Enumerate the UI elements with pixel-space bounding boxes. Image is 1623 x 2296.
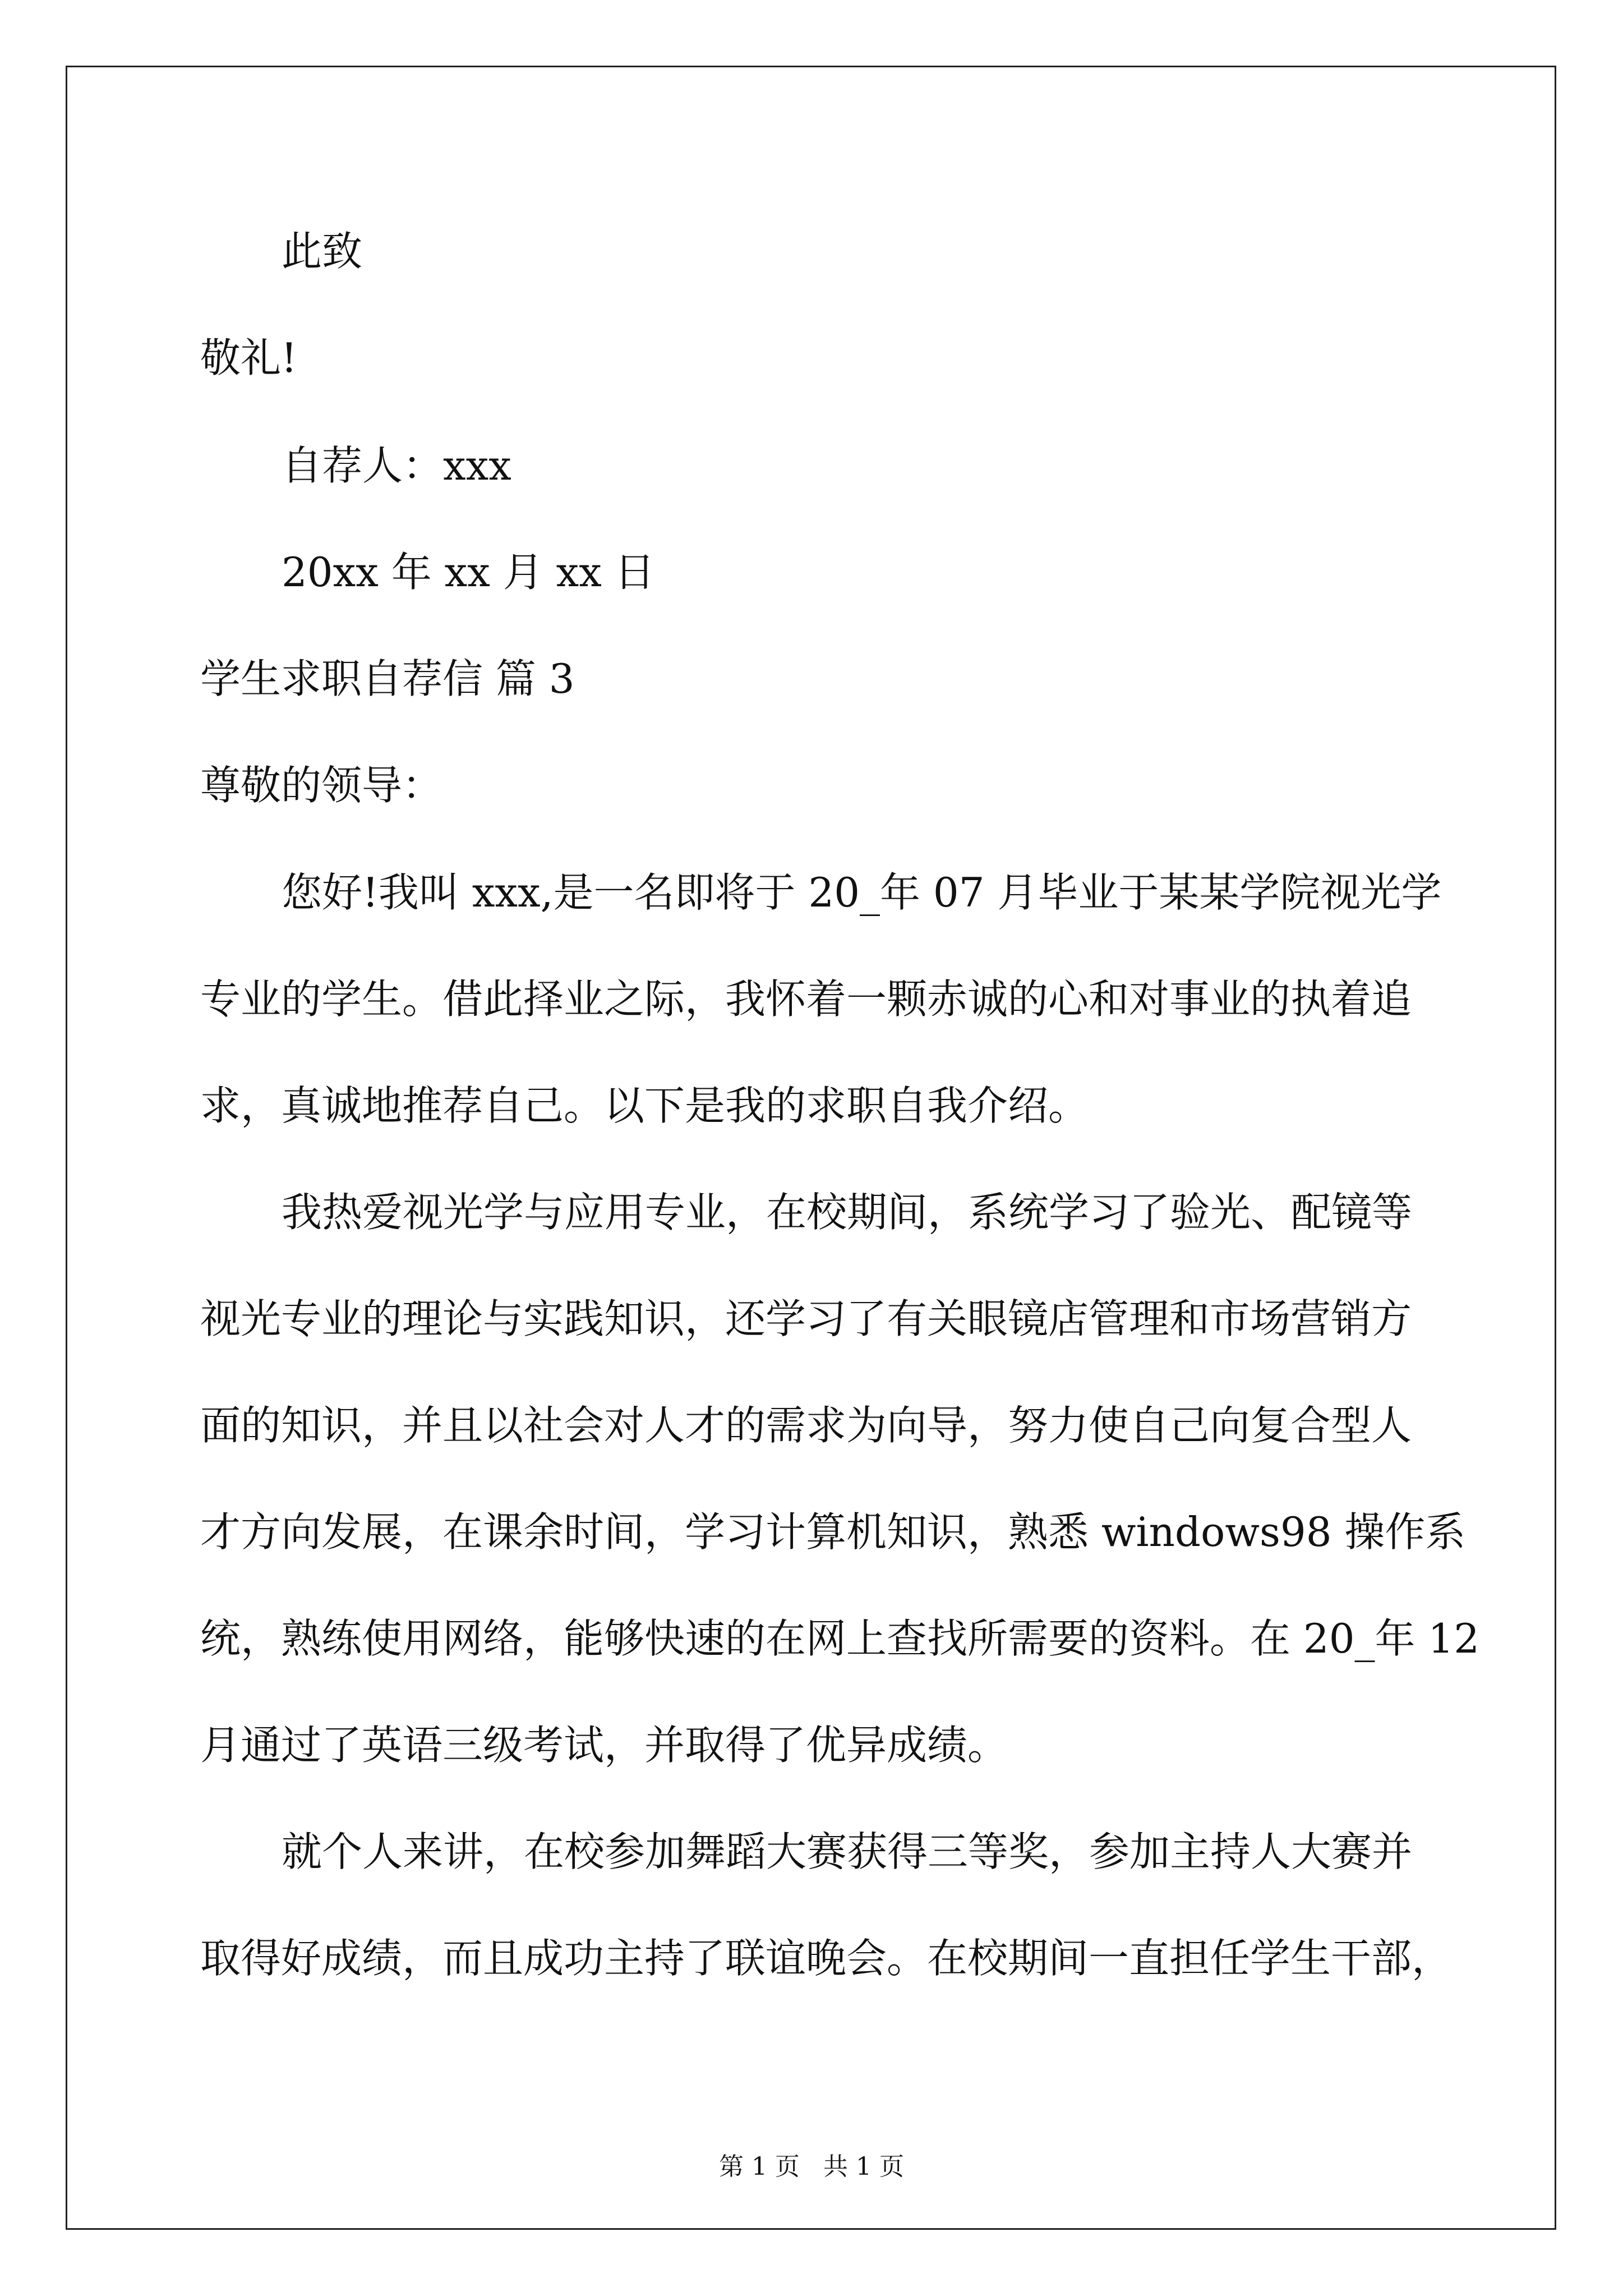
paragraph-2-line-3: 面的知识，并且以社会对人才的需求为向导，努力使自己向复合型人 (200, 1402, 1412, 1449)
page-border (66, 66, 1556, 2230)
paragraph-1-line-1: 您好!我叫 xxx,是一名即将于 20_年 07 月毕业于某某学院视光学 (282, 869, 1442, 916)
signer-line: 自荐人：xxx (282, 442, 511, 489)
date-line: 20xx 年 xx 月 xx 日 (282, 549, 655, 596)
paragraph-2-line-5: 统，熟练使用网络，能够快速的在网上查找所需要的资料。在 20_年 12 (200, 1615, 1480, 1662)
salute-line: 敬礼! (200, 334, 297, 381)
section-title: 学生求职自荐信 篇 3 (200, 655, 575, 702)
closing-line: 此致 (282, 228, 363, 275)
page-number-footer: 第 1 页 共 1 页 (719, 2152, 904, 2181)
greeting-line: 尊敬的领导： (200, 762, 443, 809)
paragraph-2-line-1: 我热爱视光学与应用专业，在校期间，系统学习了验光、配镜等 (282, 1189, 1413, 1236)
paragraph-1-line-3: 求，真诚地推荐自己。以下是我的求职自我介绍。 (200, 1082, 1089, 1129)
paragraph-3-line-1: 就个人来讲，在校参加舞蹈大赛获得三等奖，参加主持人大赛并 (282, 1828, 1413, 1875)
paragraph-3-line-2: 取得好成绩，而且成功主持了联谊晚会。在校期间一直担任学生干部， (200, 1935, 1453, 1982)
paragraph-2-line-2: 视光专业的理论与实践知识，还学习了有关眼镜店管理和市场营销方 (200, 1295, 1412, 1342)
paragraph-1-line-2: 专业的学生。借此择业之际，我怀着一颗赤诚的心和对事业的执着追 (200, 976, 1412, 1023)
paragraph-2-line-6: 月通过了英语三级考试，并取得了优异成绩。 (200, 1722, 1008, 1769)
paragraph-2-line-4: 才方向发展，在课余时间，学习计算机知识，熟悉 windows98 操作系 (200, 1508, 1466, 1556)
